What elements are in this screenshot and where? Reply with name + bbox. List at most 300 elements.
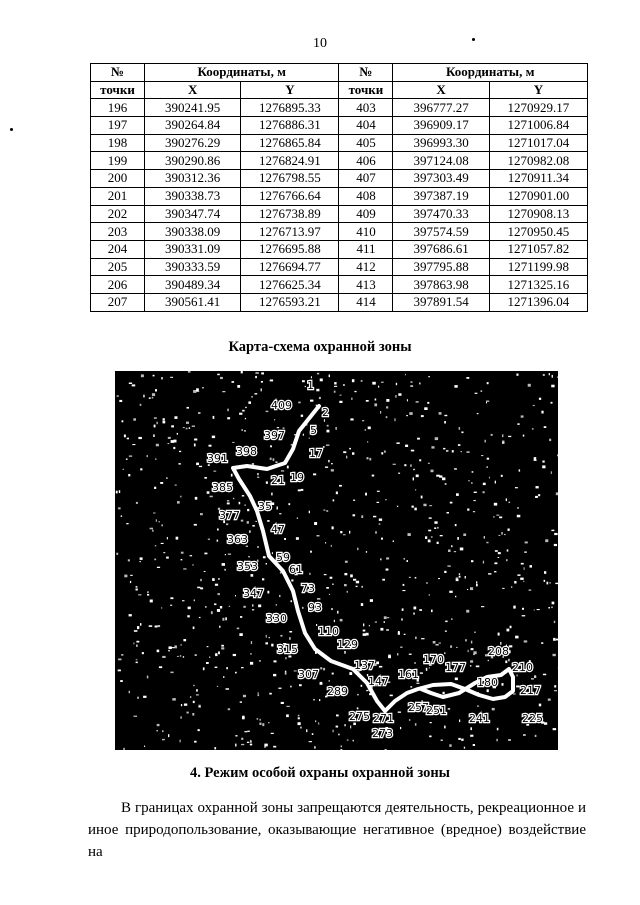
map-texture [317, 535, 320, 537]
map-texture [461, 451, 462, 452]
map-texture [152, 530, 153, 532]
map-texture [414, 508, 416, 511]
map-texture [266, 563, 267, 565]
map-texture [472, 471, 474, 473]
point-number-cell: 408 [339, 187, 393, 205]
map-texture [487, 458, 489, 460]
map-texture [344, 651, 345, 654]
map-texture [319, 397, 321, 399]
map-texture [345, 561, 348, 563]
y-coordinate-cell: 1271017.04 [489, 134, 587, 152]
map-texture [256, 521, 257, 522]
map-texture [380, 628, 383, 631]
map-texture [309, 511, 310, 514]
map-texture [196, 388, 199, 391]
map-point-label: 110 [318, 625, 339, 638]
map-texture [466, 377, 469, 379]
map-texture [477, 706, 479, 707]
map-texture [451, 545, 452, 547]
map-texture [174, 416, 177, 419]
map-texture [507, 549, 509, 551]
point-number-cell: 196 [91, 99, 145, 117]
map-texture [414, 662, 416, 663]
map-texture [132, 384, 136, 386]
map-texture [161, 525, 163, 527]
map-texture [511, 586, 512, 587]
map-texture [241, 429, 243, 430]
map-texture [194, 741, 197, 743]
map-texture [495, 481, 496, 484]
map-texture [419, 609, 422, 611]
point-number-cell: 409 [339, 205, 393, 223]
map-texture [144, 746, 145, 748]
map-texture [443, 692, 445, 694]
map-texture [222, 618, 224, 621]
map-texture [226, 688, 230, 690]
map-texture [344, 584, 347, 586]
map-texture [334, 391, 336, 393]
map-texture [517, 574, 520, 576]
map-texture [274, 419, 275, 420]
map-texture [269, 693, 272, 695]
map-texture [488, 573, 491, 574]
map-texture [340, 395, 342, 396]
y-coordinate-cell: 1271057.82 [489, 240, 587, 258]
map-texture [385, 749, 387, 750]
map-texture [265, 642, 268, 644]
map-texture [252, 525, 254, 527]
map-texture [445, 631, 447, 632]
map-texture [318, 722, 319, 724]
map-texture [344, 724, 345, 726]
map-texture [357, 548, 358, 550]
map-texture [551, 385, 554, 388]
map-texture [347, 740, 349, 741]
map-texture [476, 584, 478, 587]
map-texture [475, 393, 478, 394]
map-texture [179, 451, 181, 452]
map-texture [207, 491, 210, 494]
map-texture [447, 565, 450, 566]
map-texture [163, 421, 166, 424]
map-texture [489, 477, 490, 479]
x-coordinate-cell: 396909.17 [393, 117, 489, 135]
map-texture [450, 645, 452, 647]
map-texture [436, 644, 439, 645]
map-texture [153, 434, 155, 437]
map-texture [162, 739, 165, 740]
map-texture [498, 535, 500, 536]
map-point-label: 210 [512, 661, 533, 674]
map-texture [466, 610, 469, 613]
y-coordinate-cell: 1276824.91 [241, 152, 339, 170]
point-number-cell: 205 [91, 258, 145, 276]
map-texture [314, 746, 315, 748]
map-texture [217, 609, 220, 612]
map-texture [228, 409, 229, 412]
map-texture [413, 469, 415, 470]
map-texture [177, 501, 180, 504]
map-texture [557, 454, 558, 456]
x-coordinate-cell: 396993.30 [393, 134, 489, 152]
map-texture [441, 740, 443, 741]
map-texture [353, 500, 355, 501]
map-texture [420, 672, 423, 673]
map-texture [384, 451, 385, 453]
map-texture [353, 514, 356, 516]
map-texture [159, 521, 160, 522]
map-texture [455, 678, 458, 681]
x-coordinate-cell: 390561.41 [144, 293, 240, 311]
map-texture [281, 470, 284, 471]
map-texture [275, 462, 277, 463]
table-header-row [91, 64, 588, 82]
map-texture [171, 647, 174, 648]
map-texture [168, 734, 169, 737]
map-texture [281, 702, 284, 704]
map-texture [285, 657, 286, 659]
map-texture [168, 437, 171, 439]
map-texture [498, 633, 500, 636]
map-texture [203, 667, 205, 670]
margin-mark [10, 128, 13, 131]
map-texture [150, 528, 153, 530]
map-texture [147, 676, 149, 679]
map-texture [444, 571, 446, 573]
map-texture [369, 625, 370, 626]
map-texture [521, 415, 524, 417]
y-coordinate-cell: 1271325.16 [489, 276, 587, 294]
map-texture [166, 477, 167, 478]
map-texture [306, 729, 307, 732]
map-texture [434, 527, 436, 529]
map-texture [290, 686, 291, 688]
map-texture [393, 541, 394, 542]
map-texture [119, 490, 120, 493]
map-texture [255, 376, 257, 378]
map-texture [473, 654, 474, 655]
map-texture [140, 468, 142, 470]
map-texture [215, 584, 218, 586]
map-texture [241, 520, 244, 522]
map-texture [302, 380, 305, 382]
map-texture [544, 722, 547, 725]
map-texture [260, 719, 261, 721]
table-row [91, 205, 588, 223]
map-texture [208, 539, 210, 540]
map-texture [270, 380, 273, 382]
map-texture [505, 661, 507, 664]
map-texture [226, 667, 228, 669]
map-texture [229, 606, 230, 607]
map-texture [357, 707, 359, 709]
map-texture [250, 662, 253, 665]
table-row [91, 117, 588, 135]
point-number-cell: 405 [339, 134, 393, 152]
map-texture [421, 496, 423, 499]
map-point-label: 129 [337, 638, 358, 651]
map-texture [243, 606, 245, 608]
map-texture [166, 557, 169, 559]
map-texture [219, 626, 220, 628]
map-texture [416, 683, 419, 684]
map-texture [248, 556, 250, 557]
map-texture [218, 651, 220, 654]
map-texture [155, 545, 157, 546]
map-texture [352, 452, 354, 455]
map-texture [362, 420, 364, 421]
map-texture [514, 581, 516, 584]
map-texture [141, 374, 144, 377]
y-coordinate-cell: 1271199.98 [489, 258, 587, 276]
map-texture [168, 650, 170, 651]
map-texture [326, 510, 328, 512]
map-texture [555, 583, 558, 584]
map-texture [533, 405, 535, 406]
map-texture [204, 571, 206, 572]
map-texture [539, 398, 541, 400]
map-texture [405, 445, 408, 447]
table-row [91, 187, 588, 205]
x-coordinate-cell: 396777.27 [393, 99, 489, 117]
map-texture [449, 591, 452, 593]
point-number-cell: 414 [339, 293, 393, 311]
map-texture [303, 434, 304, 436]
map-texture [323, 510, 325, 511]
map-texture [415, 723, 417, 726]
map-texture [397, 653, 398, 655]
map-texture [183, 656, 184, 658]
map-texture [411, 382, 413, 383]
map-texture [504, 534, 505, 535]
map-texture [218, 578, 220, 579]
map-texture [473, 744, 475, 746]
map-texture [407, 560, 409, 562]
map-texture [298, 717, 300, 719]
map-texture [214, 603, 216, 605]
map-texture [398, 712, 401, 713]
map-texture [134, 630, 138, 632]
map-point-label: 1 [307, 379, 314, 392]
map-texture [331, 608, 332, 610]
map-texture [416, 475, 419, 478]
map-texture [549, 373, 550, 375]
map-texture [554, 690, 557, 691]
map-texture [471, 641, 472, 644]
point-number-cell: 410 [339, 223, 393, 241]
map-texture [380, 558, 381, 560]
map-texture [409, 719, 410, 720]
y-coordinate-cell: 1276738.89 [241, 205, 339, 223]
map-texture [344, 573, 347, 575]
map-texture [414, 607, 417, 610]
map-texture [193, 627, 195, 630]
map-texture [276, 604, 277, 606]
map-texture [495, 550, 498, 552]
map-texture [354, 391, 356, 392]
map-texture [181, 559, 183, 560]
map-texture [375, 531, 376, 534]
map-texture [136, 586, 138, 588]
map-texture [212, 436, 215, 439]
map-texture [329, 680, 331, 681]
map-point-label: 47 [271, 523, 285, 536]
map-texture [347, 591, 348, 593]
map-texture [435, 437, 438, 440]
map-texture [346, 456, 347, 459]
map-texture [375, 399, 377, 401]
map-texture [401, 618, 402, 620]
map-texture [365, 493, 367, 496]
map-texture [545, 539, 548, 542]
map-texture [523, 581, 524, 582]
map-texture [332, 673, 334, 675]
map-texture [494, 503, 497, 506]
y-coordinate-cell: 1270950.45 [489, 223, 587, 241]
map-texture [413, 613, 415, 615]
map-point-label: 17 [309, 447, 323, 460]
map-texture [119, 400, 122, 402]
map-texture [271, 733, 274, 734]
map-texture [404, 634, 406, 635]
map-texture [363, 624, 364, 627]
map-texture [350, 418, 353, 420]
map-texture [436, 475, 440, 477]
map-texture [337, 611, 338, 614]
map-point-label: 391 [207, 452, 228, 465]
map-texture [217, 686, 218, 687]
map-texture [470, 660, 473, 662]
map-texture [129, 456, 132, 457]
point-number-cell: 203 [91, 223, 145, 241]
map-texture [431, 610, 433, 613]
map-texture [328, 460, 329, 462]
map-texture [118, 670, 121, 672]
map-texture [167, 537, 168, 539]
map-texture [455, 524, 457, 526]
map-texture [340, 619, 343, 622]
map-texture [366, 690, 368, 691]
map-texture [522, 615, 526, 616]
map-point-label: 315 [277, 643, 298, 656]
map-texture [192, 564, 194, 565]
map-point-label: 397 [264, 429, 285, 442]
map-texture [298, 489, 301, 491]
map-texture [361, 380, 363, 382]
map-texture [133, 643, 134, 645]
map-texture [200, 579, 201, 581]
map-texture [241, 371, 243, 373]
map-texture [450, 502, 453, 504]
map-texture [286, 706, 289, 707]
map-texture [349, 673, 352, 674]
map-texture [296, 537, 299, 540]
map-texture [153, 375, 155, 377]
map-texture [341, 745, 342, 747]
map-texture [491, 434, 493, 436]
map-texture [170, 672, 173, 674]
map-point-label: 225 [522, 712, 543, 725]
map-texture [464, 747, 465, 749]
map-texture [502, 532, 503, 535]
map-texture [551, 471, 552, 474]
map-texture [272, 552, 273, 554]
map-texture [232, 442, 235, 443]
map-texture [137, 626, 139, 629]
map-texture [323, 668, 325, 671]
map-texture [259, 660, 261, 661]
map-texture [509, 502, 511, 504]
map-texture [467, 589, 468, 590]
map-texture [517, 515, 521, 518]
map-texture [154, 559, 156, 561]
y-coordinate-cell: 1270982.08 [489, 152, 587, 170]
map-texture [187, 615, 190, 617]
map-texture [444, 421, 446, 424]
map-texture [486, 542, 488, 544]
map-texture [361, 685, 363, 687]
map-texture [556, 639, 558, 641]
map-texture [458, 444, 461, 446]
map-texture [199, 617, 201, 618]
map-texture [554, 621, 555, 623]
map-texture [329, 594, 330, 595]
map-texture [398, 631, 400, 633]
map-texture [428, 530, 431, 532]
map-texture [235, 672, 237, 674]
map-texture [124, 748, 125, 750]
x-coordinate-cell: 390241.95 [144, 99, 240, 117]
map-texture [517, 423, 519, 425]
map-texture [200, 513, 203, 515]
x-coordinate-cell: 397863.98 [393, 276, 489, 294]
map-texture [419, 459, 421, 461]
map-texture [289, 637, 291, 640]
map-texture [198, 729, 200, 731]
map-texture [250, 744, 252, 746]
map-texture [154, 487, 156, 489]
map-texture [470, 735, 473, 737]
map-texture [384, 621, 385, 623]
table-row [91, 276, 588, 294]
map-texture [325, 542, 326, 543]
point-number-cell: 404 [339, 117, 393, 135]
map-texture [134, 716, 138, 717]
map-texture [377, 491, 380, 492]
map-texture [194, 444, 196, 447]
map-texture [186, 422, 189, 424]
map-texture [193, 701, 195, 703]
map-texture [373, 516, 376, 518]
map-texture [161, 377, 162, 380]
map-texture [217, 540, 219, 542]
x-coordinate-cell: 397795.88 [393, 258, 489, 276]
map-texture [247, 521, 249, 524]
map-texture [245, 407, 247, 408]
x-coordinate-cell: 397686.61 [393, 240, 489, 258]
map-texture [374, 403, 377, 406]
map-point-label: 275 [349, 710, 370, 723]
map-texture [386, 629, 389, 630]
map-point-label: 330 [266, 612, 287, 625]
map-texture [362, 586, 363, 588]
map-texture [181, 704, 182, 706]
map-texture [194, 524, 197, 526]
map-texture [252, 604, 253, 606]
map-texture [291, 579, 293, 581]
map-texture [169, 646, 172, 649]
map-texture [233, 498, 234, 499]
